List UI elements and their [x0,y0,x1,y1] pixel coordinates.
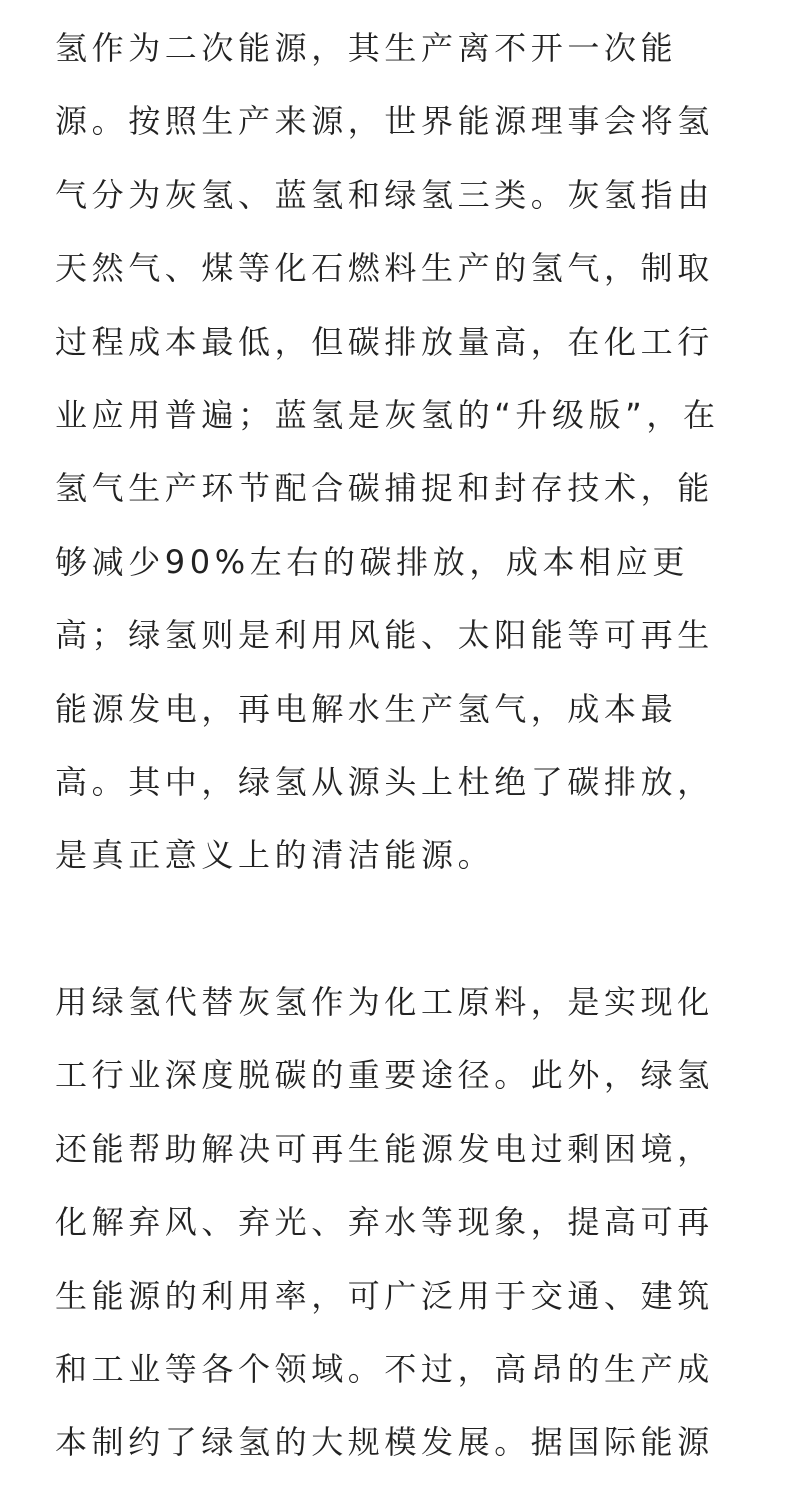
text-line: 源。按照生产来源，世界能源理事会将氢 [55,102,714,141]
text-line: 和工业等各个领域。不过，高昂的生产成 [55,1350,714,1389]
text-line: 够减少90%左右的碳排放，成本相应更 [55,542,689,581]
text-line: 氢作为二次能源，其生产离不开一次能 [55,29,678,67]
text-line: 高；绿氢则是利用风能、太阳能等可再生 [55,616,714,655]
text-line: 还能帮助解决可再生能源发电过剩困境， [55,1129,714,1168]
text-line: 本制约了绿氢的大规模发展。据国际能源 [55,1423,714,1462]
paragraph-2 [55,966,745,1480]
text-line: 化解弃风、弃光、弃水等现象，提高可再 [55,1203,714,1242]
text-line: 高。其中，绿氢从源头上杜绝了碳排放， [55,762,714,801]
article-body [55,12,745,1480]
text-line: 氢气生产环节配合碳捕捉和封存技术，能 [55,469,714,508]
text-line: 能源发电，再电解水生产氢气，成本最 [55,689,678,728]
text-line: 用绿氢代替灰氢作为化工原料，是实现化 [55,983,714,1022]
text-line: 业应用普遍；蓝氢是灰氢的“升级版”，在 [55,395,720,434]
paragraph-1 [55,12,745,893]
text-line: 是真正意义上的清洁能源。 [55,836,495,875]
text-line: 天然气、煤等化石燃料生产的氢气，制取 [55,249,714,288]
text-line: 过程成本最低，但碳排放量高，在化工行 [55,322,714,361]
text-line: 生能源的利用率，可广泛用于交通、建筑 [55,1276,714,1315]
paragraph-spacer [55,893,745,966]
text-line: 工行业深度脱碳的重要途径。此外，绿氢 [55,1056,714,1095]
text-line: 气分为灰氢、蓝氢和绿氢三类。灰氢指由 [55,175,714,214]
